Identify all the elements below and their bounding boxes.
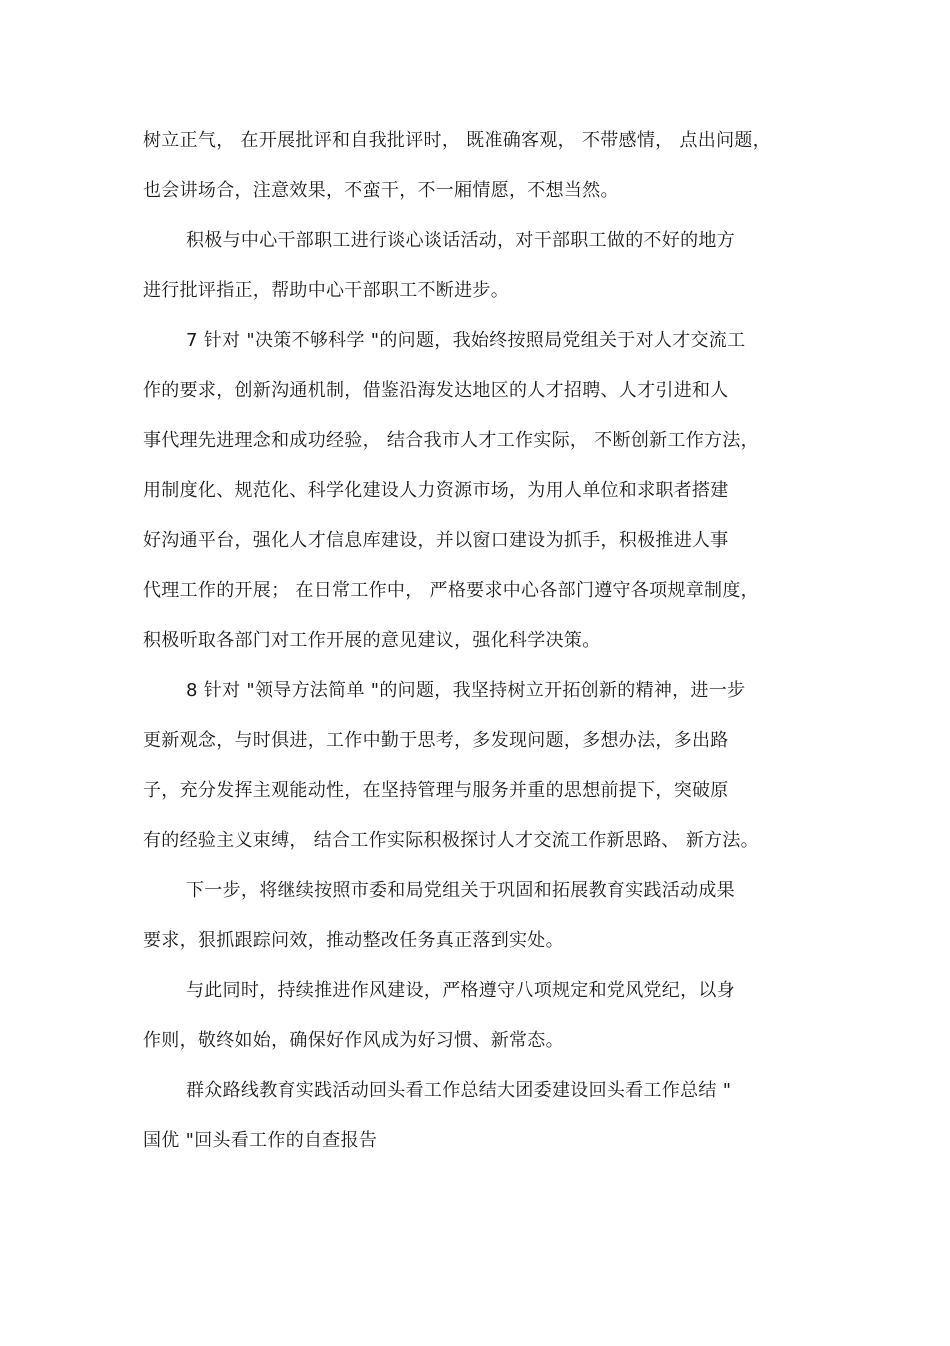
text-line: 事代理先进理念和成功经验， 结合我市人才工作实际， 不断创新工作方法， bbox=[143, 430, 759, 451]
text-line: 好沟通平台，强化人才信息库建设，并以窗口建设为抓手，积极推进人事 bbox=[143, 530, 729, 551]
text-line: 要求，狠抓跟踪问效，推动整改任务真正落到实处。 bbox=[143, 930, 564, 951]
text-line: 积极听取各部门对工作开展的意见建议，强化科学决策。 bbox=[143, 630, 601, 651]
text-line: 作的要求，创新沟通机制，借鉴沿海发达地区的人才招聘、人才引进和人 bbox=[143, 380, 729, 401]
text-line: 与此同时，持续推进作风建设，严格遵守八项规定和党风党纪，以身 bbox=[186, 980, 735, 1001]
text-line: 群众路线教育实践活动回头看工作总结大团委建设回头看工作总结 " bbox=[186, 1080, 732, 1101]
text-line: 代理工作的开展； 在日常工作中， 严格要求中心各部门遵守各项规章制度， bbox=[143, 580, 759, 601]
text-line: 更新观念，与时俱进，工作中勤于思考，多发现问题，多想办法，多出路 bbox=[143, 730, 729, 751]
text-line: 下一步，将继续按照市委和局党组关于巩固和拓展教育实践活动成果 bbox=[186, 880, 735, 901]
text-line: 用制度化、规范化、科学化建设人力资源市场，为用人单位和求职者搭建 bbox=[143, 480, 729, 501]
text-line: 作则，敬终如始，确保好作风成为好习惯、新常态。 bbox=[143, 1030, 564, 1051]
text-line: 7 针对 "决策不够科学 "的问题，我始终按照局党组关于对人才交流工 bbox=[186, 330, 746, 351]
text-line: 8 针对 "领导方法简单 "的问题，我坚持树立开拓创新的精神，进一步 bbox=[186, 680, 746, 701]
text-line: 树立正气， 在开展批评和自我批评时， 既准确客观， 不带感情， 点出问题， bbox=[143, 130, 771, 151]
text-line: 进行批评指正，帮助中心干部职工不断进步。 bbox=[143, 280, 509, 301]
text-line: 子，充分发挥主观能动性，在坚持管理与服务并重的思想前提下，突破原 bbox=[143, 780, 729, 801]
text-line: 有的经验主义束缚， 结合工作实际积极探讨人才交流工作新思路、 新方法。 bbox=[143, 830, 759, 851]
text-line: 积极与中心干部职工进行谈心谈话活动，对干部职工做的不好的地方 bbox=[186, 230, 735, 251]
text-line: 国优 "回头看工作的自查报告 bbox=[143, 1130, 378, 1151]
text-line: 也会讲场合，注意效果，不蛮干，不一厢情愿，不想当然。 bbox=[143, 180, 619, 201]
